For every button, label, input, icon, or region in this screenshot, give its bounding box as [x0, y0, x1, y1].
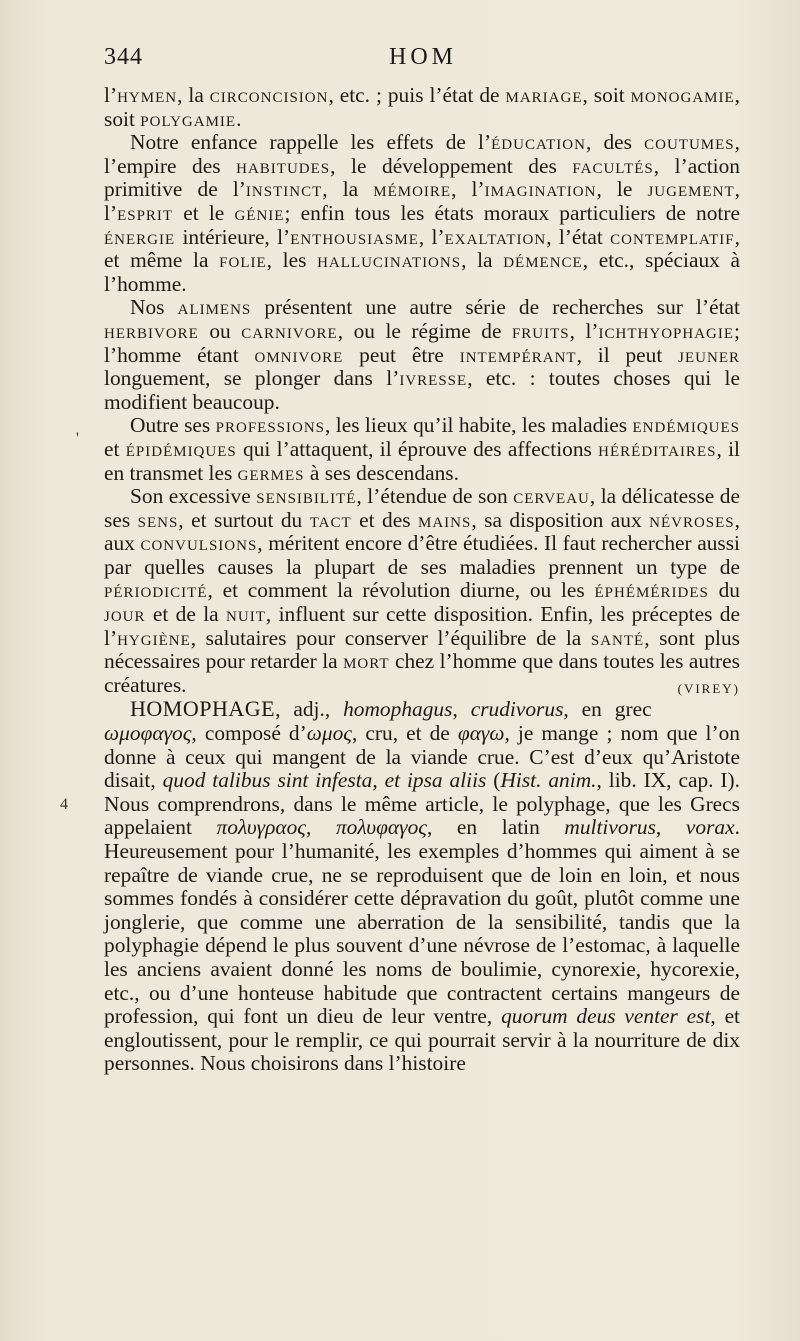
paragraph: Outre ses professions, les lieux qu’il habite, les maladies endémiques et épidémiques qui l’attaquent, il éprouve des affections héréditaires, il en transmet les germes à ses descendans. — [104, 413, 740, 485]
paragraph: Notre enfance rappelle les effets de l’éducation, des coutumes, l’empire des habitudes, le développement des facultés, l’action primitive de l’instinct, la mémoire, l’imagination, le jugement, l’esprit et le génie; enfin tous les états moraux particuliers de notre énergie intérieure, l’enthousiasme, l’exaltation, l’état contemplatif, et même la folie, les hallucinations, la démence, etc., spéciaux à l’homme. — [104, 130, 741, 296]
paragraph: Nos alimens présentent une autre série de recherches sur l’état herbivore ou carnivore, ou le régime de fruits, l’ichthyophagie; l’homme étant omnivore peut être intempérant, il peut jeuner longuement, se plonger dans l’ivresse, etc. : toutes choses qui le modifient beaucoup. — [104, 295, 740, 414]
running-head: HOM — [388, 44, 457, 70]
margin-mark: 4 — [60, 796, 68, 813]
body-text — [104, 84, 740, 1076]
margin-mark: ' — [76, 430, 79, 447]
paragraph: l’hymen, la circoncision, etc. ; puis l’état de mariage, soit monogamie, soit polygamie. — [104, 83, 741, 131]
dictionary-entry-homophage: HOMOPHAGE, adj., homophagus, crudivorus, en grec ωμοφαγος, composé d’ωμος, cru, et de φαγω, je mange ; nom que l’on donne à ceux qui mangent de la viande crue. C’est d’eux qu’Aristote disait, quod talibus sint infesta, et ipsa aliis (Hist. anim., lib. IX, cap. I). Nous comprendrons, dans le même article, le polyphage, que les Grecs appelaient πολυγραος, πολυφαγος, en latin multivorus, vorax. Heureusement pour l’humanité, les exemples d’hommes qui aiment à se repaître de viande crue, ne se reproduisent que de loin en loin, et nous sommes fondés à considérer cette dépravation du goût, plutôt comme une jonglerie, que comme une aberration de la sensibilité, tandis que la polyphagie dépend le plus souvent d’une névrose de l’estomac, à laquelle les anciens avaient donné les noms de boulimie, cynorexie, hycorexie, etc., ou d’une honteuse habitude que contractent certains mangeurs de profession, qui font un dieu de leur ventre, quorum deus venter est, et engloutissent, pour le remplir, ce qui pourrait servir à la nourriture de dix personnes. Nous choisirons dans l’histoire — [104, 696, 740, 1076]
page-header — [104, 44, 742, 78]
paragraph: Son excessive sensibilité, l’étendue de son cerveau, la délicatesse de ses sens, et surtout du tact et des mains, sa disposition aux névroses, aux convulsions, méritent encore d’être étudiées. Il faut rechercher aussi par quelles causes la plupart de ses maladies prennent un type de périodicité, et comment la révolution diurne, ou les éphémérides du jour et de la nuit, influent sur cette disposition. Enfin, les préceptes de l’hygiène, salutaires pour conserver l’équilibre de la santé, sont plus nécessaires pour retarder la mort chez l’homme que dans toutes les autres créatures. (VIREY) — [104, 484, 741, 697]
page-number: 344 — [104, 44, 143, 70]
